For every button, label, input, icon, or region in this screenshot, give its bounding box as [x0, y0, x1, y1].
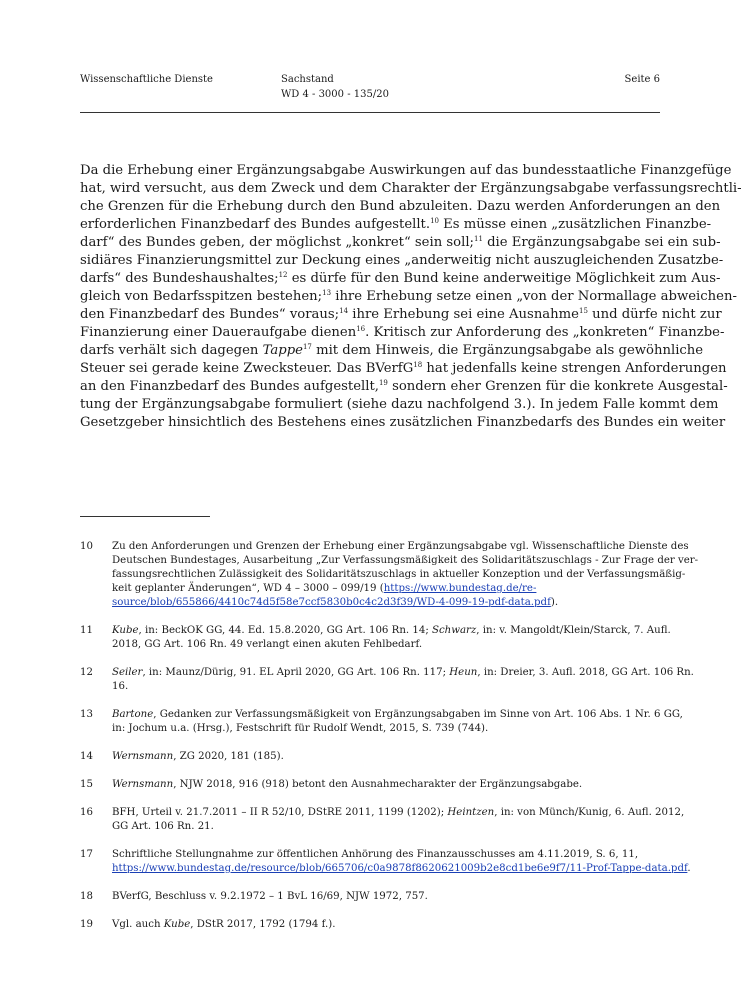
body-line: Finanzierung einer Daueraufgabe dienen$^{16}$. Kritisch zur Anforderung des „konkreten“ Finanzbe- — [80, 325, 725, 340]
footnote-13: 13 Bartone, Gedanken zur Verfassungsmäßigkeit von Ergänzungsabgaben im Sinne von Art. 106 Abs. 1 Nr. 6 GG, in: Jochum u.a. (Hrsg.), Festschrift für Rudolf Wendt, 2015, S. 739 (744). — [80, 709, 683, 734]
footnote-17: 17 Schriftliche Stellungnahme zur öffentlichen Anhörung des Finanzausschusses am 4.11.2019, S. 6, 11, https://www.bundestag.de/resource/blob/665706/c0a9878f8620621009b2e8cd1be6e9f7/11-Prof-Tappe-data.pdf. — [80, 849, 691, 874]
header-doc-id: WD 4 - 3000 - 135/20 — [281, 89, 389, 100]
footnote-number: 14 — [80, 751, 93, 762]
footnote-number: 15 — [80, 779, 93, 790]
footnote-link[interactable]: https://www.bundestag.de/resource/blob/665706/c0a9878f8620621009b2e8cd1be6e9f7/11-Prof-Tappe-data.pdf — [112, 863, 688, 874]
footnote-number: 16 — [80, 807, 93, 818]
footnote-number: 11 — [80, 625, 93, 636]
footnote-number: 10 — [80, 541, 93, 552]
footnote-ref: 19 — [378, 379, 388, 387]
body-line: hat, wird versucht, aus dem Zweck und dem Charakter der Ergänzungsabgabe verfassungsrechtli- — [80, 181, 742, 196]
body-line: darfs verhält sich dagegen Tappe$^{17}$ mit dem Hinweis, die Ergänzungsabgabe als gewöhnliche — [80, 343, 704, 358]
header-doc-type: Sachstand — [281, 74, 334, 85]
footnote-18: 18 BVerfG, Beschluss v. 9.2.1972 – 1 BvL 16/69, NJW 1972, 757. — [80, 891, 428, 902]
page-header — [80, 72, 660, 112]
footnote-number: 17 — [80, 849, 93, 860]
footnote-19: 19 Vgl. auch Kube, DStR 2017, 1792 (1794 f.). — [80, 919, 336, 930]
body-line: che Grenzen für die Erhebung durch den Bund abzuleiten. Dazu werden Anforderungen an den — [80, 199, 721, 214]
body-line: tung der Ergänzungsabgabe formuliert (siehe dazu nachfolgend 3.). In jedem Falle kommt dem — [80, 397, 719, 412]
body-line: Da die Erhebung einer Ergänzungsabgabe Auswirkungen auf das bundesstaatliche Finanzgefüge — [80, 163, 732, 178]
author-name: Tappe — [262, 343, 303, 358]
body-line: gleich von Bedarfsspitzen bestehen;$^{13}$ ihre Erhebung setze einen „von der Normallage abweichen- — [80, 289, 737, 304]
body-line: den Finanzbedarf des Bundes“ voraus;$^{14}$ ihre Erhebung sei eine Ausnahme$^{15}$ und dürfe nicht zur — [80, 307, 722, 322]
body-line: an den Finanzbedarf des Bundes aufgestellt,$^{19}$ sondern eher Grenzen für die konkrete Ausgestal- — [80, 379, 728, 394]
footnote-number: 12 — [80, 667, 93, 678]
header-institution: Wissenschaftliche Dienste — [80, 74, 213, 85]
body-line: Gesetzgeber hinsichtlich des Bestehens eines zusätzlichen Finanzbedarfs des Bundes ein weiter — [80, 415, 726, 430]
footnote-ref: 15 — [578, 307, 588, 315]
footnote-ref: 11 — [473, 235, 483, 243]
body-line: sidiäres Finanzierungsmittel zur Deckung eines „anderweitig nicht auszugleichenden Zusatzbe- — [80, 253, 724, 268]
header-document-info — [281, 72, 389, 102]
footnote-12: 12 Seiler, in: Maunz/Dürig, 91. EL April 2020, GG Art. 106 Rn. 117; Heun, in: Dreier, 3. Aufl. 2018, GG Art. 106 Rn. 16. — [80, 667, 694, 692]
footnote-16: 16 BFH, Urteil v. 21.7.2011 – II R 52/10, DStRE 2011, 1199 (1202); Heintzen, in: von Münch/Kunig, 6. Aufl. 2012, GG Art. 106 Rn. 21. — [80, 807, 685, 832]
body-line: erforderlichen Finanzbedarf des Bundes aufgestellt.$^{10}$ Es müsse einen „zusätzlichen Finanzbe- — [80, 217, 712, 232]
footnote-link[interactable]: https://www.bundestag.de/re- — [383, 583, 537, 594]
footnote-ref: 17 — [302, 343, 312, 351]
footnote-ref: 13 — [322, 289, 332, 297]
footnotes — [80, 540, 699, 946]
footnote-separator — [80, 516, 210, 517]
footnote-ref: 18 — [413, 361, 423, 369]
footnote-number: 18 — [80, 891, 93, 902]
footnote-14: 14 Wernsmann, ZG 2020, 181 (185). — [80, 751, 284, 762]
footnote-ref: 10 — [430, 217, 439, 225]
footnote-10: 10 Zu den Anforderungen und Grenzen der Erhebung einer Ergänzungsabgabe vgl. Wissenschaftliche Dienste des Deutschen Bundestages, Ausarbeitung „Zur Verfassungsmäßigkeit des Solidaritätszuschlags - Zur Frage der ver- fassungsrechtlichen Zulässigkeit des Solidaritätszuschlags in aktueller Konzeption und der Verfassungsmäßig- keit geplanter Änderungen“, WD 4 – 3000 – 099/19 (https://www.bundestag.de/re- source/blob/655866/4410c74d5f58e7ccf5830b0c4c2d3f39/WD-4-099-19-pdf-data.pdf). — [80, 541, 699, 608]
footnote-link[interactable]: source/blob/655866/4410c74d5f58e7ccf5830b0c4c2d3f39/WD-4-099-19-pdf-data.pdf — [112, 597, 551, 608]
body-paragraph — [80, 162, 742, 432]
footnote-ref: 12 — [278, 271, 288, 279]
footnote-15: 15 Wernsmann, NJW 2018, 916 (918) betont den Ausnahmecharakter der Ergänzungsabgabe. — [80, 779, 583, 790]
footnote-ref: 16 — [356, 325, 366, 333]
body-line: darfs“ des Bundeshaushaltes;$^{12}$ es dürfe für den Bund keine anderweitige Möglichkeit zum Aus- — [80, 271, 721, 286]
footnote-11: 11 Kube, in: BeckOK GG, 44. Ed. 15.8.2020, GG Art. 106 Rn. 14; Schwarz, in: v. Mangoldt/Klein/Starck, 7. Aufl. 2018, GG Art. 106 Rn. 49 verlangt einen akuten Fehlbedarf. — [80, 625, 671, 650]
header-page-number: Seite 6 — [624, 74, 660, 85]
footnote-number: 13 — [80, 709, 93, 720]
body-line: darf“ des Bundes geben, der möglichst „konkret“ sein soll;$^{11}$ die Ergänzungsabgabe sei ein sub- — [80, 235, 721, 250]
footnote-number: 19 — [80, 919, 93, 930]
footnote-ref: 14 — [339, 307, 349, 315]
body-line: Steuer sei gerade keine Zwecksteuer. Das BVerfG$^{18}$ hat jedenfalls keine strengen Anforderungen — [80, 361, 727, 376]
header-rule — [80, 112, 660, 113]
